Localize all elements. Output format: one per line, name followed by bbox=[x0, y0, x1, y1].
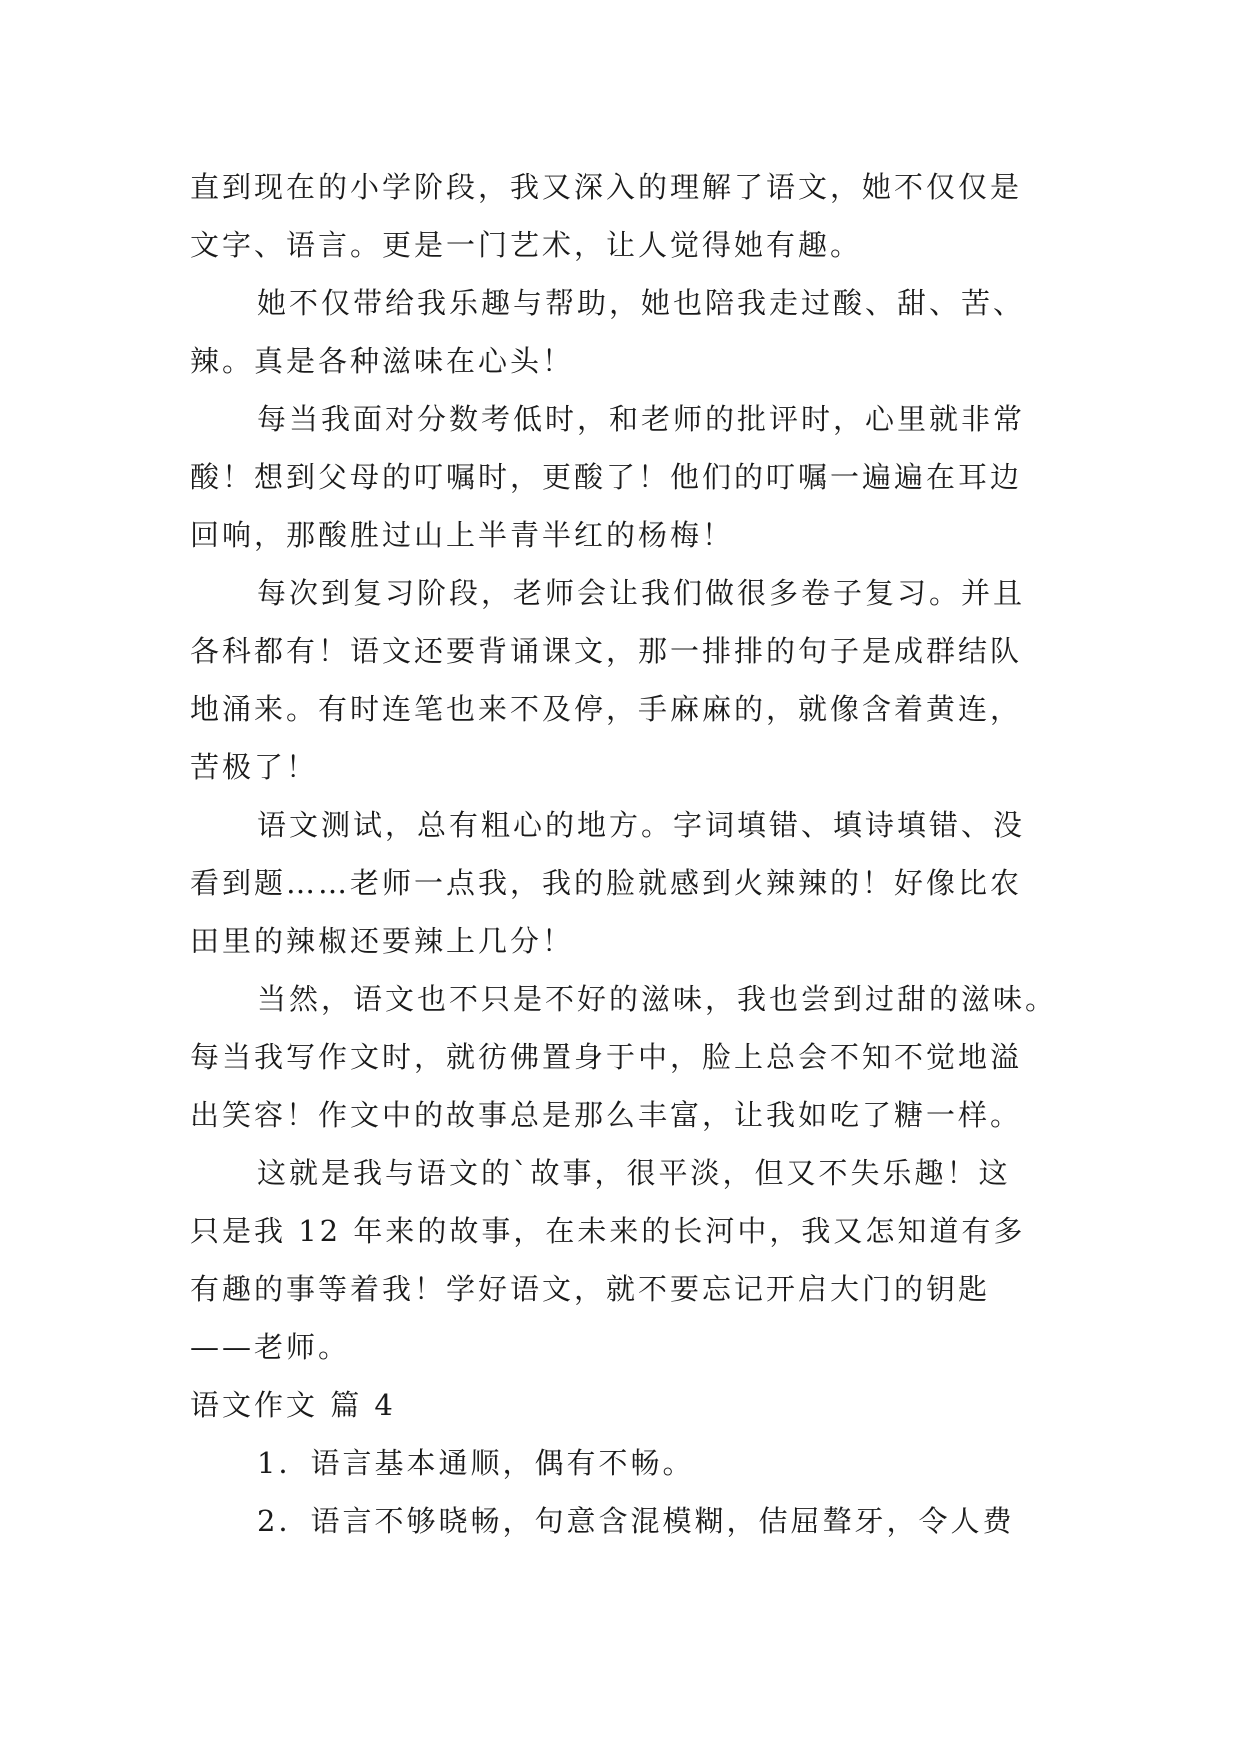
text-line: 直到现在的小学阶段，我又深入的理解了语文，她不仅仅是 bbox=[190, 170, 1023, 204]
text-line: 每当我面对分数考低时，和老师的批评时，心里就非常 bbox=[257, 402, 1026, 436]
text-line: 回响，那酸胜过山上半青半红的杨梅！ bbox=[190, 518, 735, 552]
list-item: 2．语言不够晓畅，句意含混模糊，佶屈聱牙，令人费 bbox=[257, 1504, 1015, 1538]
section-heading: 语文作文 篇 4 bbox=[190, 1388, 396, 1422]
text-line: 当然，语文也不只是不好的滋味，我也尝到过甜的滋味。 bbox=[257, 982, 1058, 1016]
text-line: 文字、语言。更是一门艺术，让人觉得她有趣。 bbox=[190, 228, 863, 262]
text-line: 地涌来。有时连笔也来不及停，手麻麻的，就像含着黄连， bbox=[190, 692, 1023, 726]
essay-body bbox=[190, 158, 1070, 1550]
text-line: 看到题……老师一点我，我的脸就感到火辣辣的！好像比农 bbox=[190, 866, 1023, 900]
text-line: 她不仅带给我乐趣与帮助，她也陪我走过酸、甜、苦、 bbox=[257, 286, 1026, 320]
text-line: 苦极了！ bbox=[190, 750, 319, 784]
text-line: 只是我 12 年来的故事，在未来的长河中，我又怎知道有多 bbox=[190, 1214, 1026, 1248]
text-line: 每次到复习阶段，老师会让我们做很多卷子复习。并且 bbox=[257, 576, 1026, 610]
text-line: 有趣的事等着我！学好语文，就不要忘记开启大门的钥匙 bbox=[190, 1272, 991, 1306]
text-line: 辣。真是各种滋味在心头！ bbox=[190, 344, 575, 378]
text-line: 每当我写作文时，就彷佛置身于中，脸上总会不知不觉地溢 bbox=[190, 1040, 1023, 1074]
text-line: 语文测试，总有粗心的地方。字词填错、填诗填错、没 bbox=[257, 808, 1026, 842]
text-line: 各科都有！语文还要背诵课文，那一排排的句子是成群结队 bbox=[190, 634, 1023, 668]
text-line: 田里的辣椒还要辣上几分！ bbox=[190, 924, 575, 958]
text-line: 这就是我与语文的`故事，很平淡，但又不失乐趣！这 bbox=[257, 1156, 1011, 1190]
text-line: 酸！想到父母的叮嘱时，更酸了！他们的叮嘱一遍遍在耳边 bbox=[190, 460, 1023, 494]
text-line: 出笑容！作文中的故事总是那么丰富，让我如吃了糖一样。 bbox=[190, 1098, 1023, 1132]
text-line: ——老师。 bbox=[190, 1330, 351, 1364]
list-item: 1．语言基本通顺，偶有不畅。 bbox=[257, 1446, 695, 1480]
